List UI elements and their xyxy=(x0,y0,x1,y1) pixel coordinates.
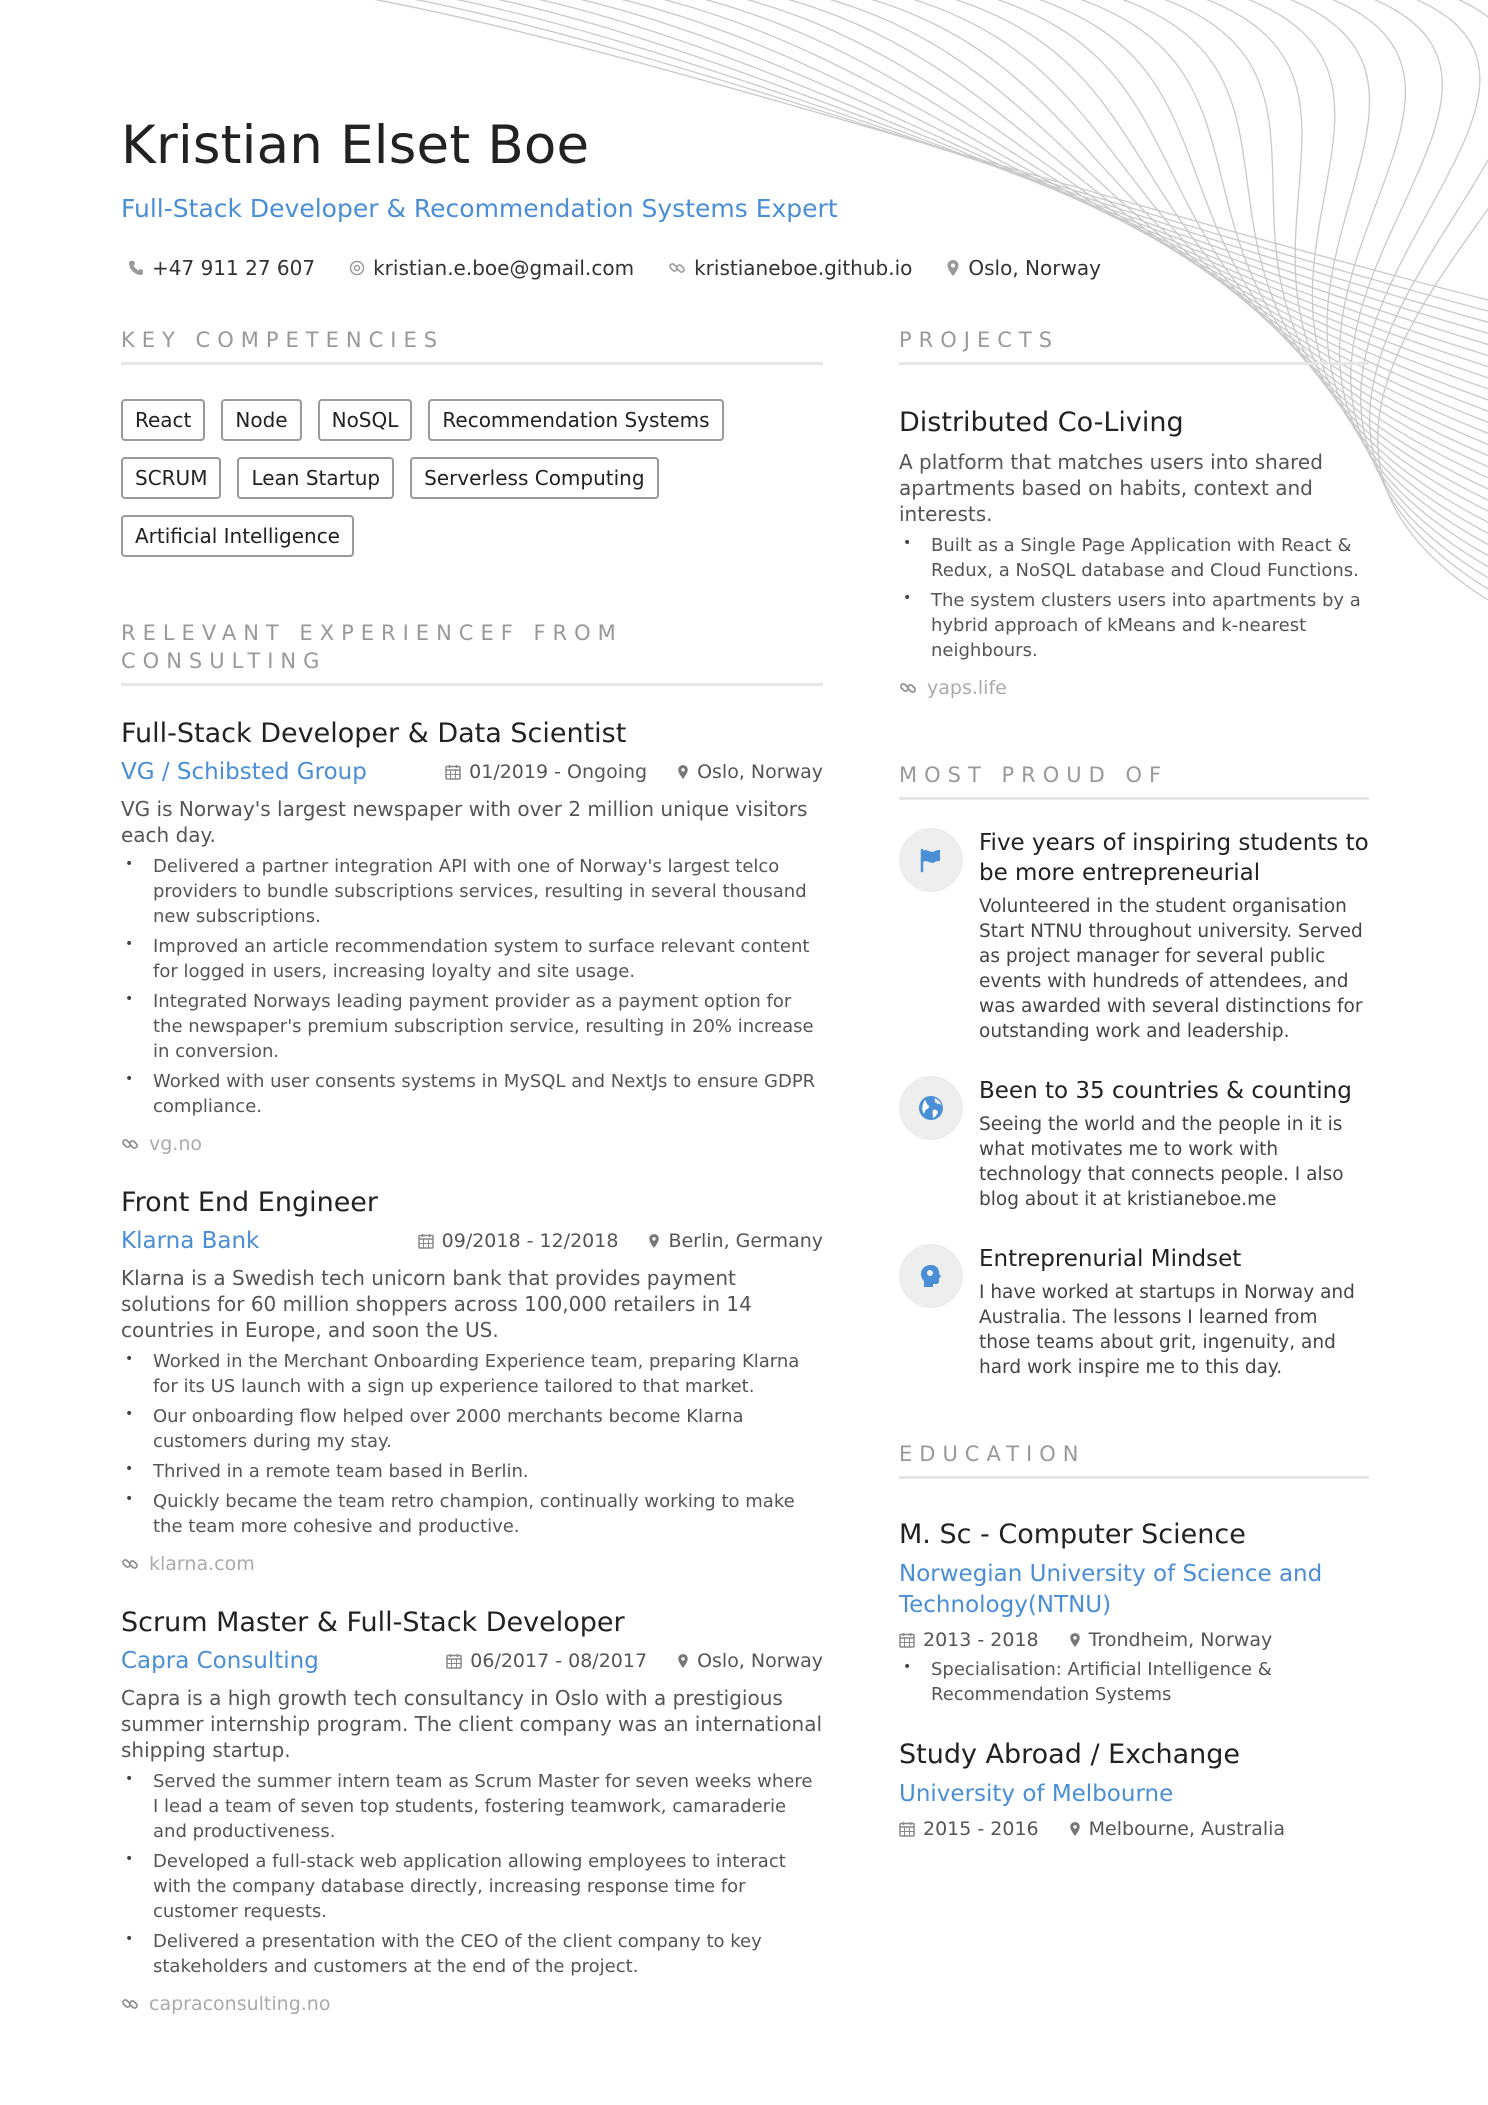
resume-header xyxy=(121,112,1121,226)
calendar-icon xyxy=(446,1653,462,1669)
job-dates: 01/2019 - Ongoing xyxy=(445,761,647,783)
skills-list xyxy=(121,399,841,573)
company-name: Klarna Bank xyxy=(121,1228,260,1254)
experience-entry xyxy=(121,716,823,1155)
project-entry xyxy=(899,405,1369,699)
proud-description: I have worked at startups in Norway and Australia. The lessons I learned from those teams about grit, ingenuity, and hard work inspire me to this day. xyxy=(979,1282,1355,1378)
email-address: kristian.e.boe@gmail.com xyxy=(373,256,635,280)
proud-title: Entreprenurial Mindset xyxy=(979,1246,1242,1272)
education-location: Melbourne, Australia xyxy=(1069,1818,1285,1840)
proud-description: Volunteered in the student organisation Start NTNU throughout university. Served as project manager for several public events with hundreds of attendees, and was awarded with several distinctions for outstanding work and leadership. xyxy=(979,896,1363,1042)
map-pin-icon xyxy=(677,764,689,780)
calendar-icon xyxy=(899,1821,915,1837)
job-meta xyxy=(121,1225,823,1257)
education-bullet: • Specialisation: Artificial Intelligence & Recommendation Systems xyxy=(899,1657,1369,1707)
company-link[interactable]: vg.no xyxy=(121,1133,823,1155)
map-pin-icon xyxy=(946,259,960,277)
calendar-icon xyxy=(899,1632,915,1648)
contact-location xyxy=(946,256,1101,280)
proud-entry xyxy=(899,1076,1369,1212)
proud-description: Seeing the world and the people in it is what motivates me to work with technology that connects people. I also blog about it at kristianeboe.me xyxy=(979,1114,1344,1210)
achievement-item: • Quickly became the team retro champion, continually working to make the team more cohesive and productive. xyxy=(121,1489,823,1539)
project-title: Distributed Co-Living xyxy=(899,407,1184,438)
company-description: Klarna is a Swedish tech unicorn bank that provides payment solutions for 60 million shoppers across 100,000 retailers in 14 countries in Europe, and soon the US. xyxy=(121,1266,752,1342)
degree-title: Study Abroad / Exchange xyxy=(899,1739,1241,1770)
job-meta xyxy=(121,756,823,788)
flag-icon xyxy=(918,847,944,873)
job-location: Oslo, Norway xyxy=(677,1650,823,1672)
achievement-item: • Delivered a partner integration API with one of Norway's largest telco providers to bundle subscriptions services, resulting in several thousand new subscriptions. xyxy=(121,854,823,929)
company-name: Capra Consulting xyxy=(121,1648,319,1674)
project-bullet: • The system clusters users into apartments by a hybrid approach of kMeans and k-nearest neighbours. xyxy=(899,588,1369,663)
job-location: Oslo, Norway xyxy=(677,761,823,783)
calendar-icon xyxy=(445,764,461,780)
school-name: Norwegian University of Science and Technology(NTNU) xyxy=(899,1561,1323,1618)
competencies-heading: KEY COMPETENCIES xyxy=(121,326,823,365)
experience-heading: RELEVANT EXPERIENCEF FROM CONSULTING xyxy=(121,619,823,686)
map-pin-icon xyxy=(648,1233,660,1249)
contact-bar xyxy=(128,256,1135,280)
wave-line xyxy=(1378,0,1488,600)
experience-entry xyxy=(121,1605,823,2015)
project-bullets xyxy=(899,533,1369,663)
education-entry xyxy=(899,1737,1369,1840)
project-description: A platform that matches users into shared apartments based on habits, context and interests. xyxy=(899,450,1323,526)
achievement-list xyxy=(121,854,823,1119)
company-link[interactable]: klarna.com xyxy=(121,1553,823,1575)
contact-email[interactable] xyxy=(349,256,634,280)
phone-number: +47 911 27 607 xyxy=(152,256,316,280)
job-title: Scrum Master & Full-Stack Developer xyxy=(121,1607,625,1638)
achievement-item: • Developed a full-stack web application allowing employees to interact with the company database directly, increasing response time for customer requests. xyxy=(121,1849,823,1924)
link-icon xyxy=(899,679,917,697)
proud-heading: MOST PROUD OF xyxy=(899,761,1369,800)
company-link[interactable]: capraconsulting.no xyxy=(121,1993,823,2015)
education-bullets xyxy=(899,1657,1369,1707)
skill-chip: NoSQL xyxy=(318,399,413,441)
projects-heading: PROJECTS xyxy=(899,326,1369,365)
proud-title: Five years of inspiring students to be more entrepreneurial xyxy=(979,830,1369,886)
job-title: Full-Stack Developer & Data Scientist xyxy=(121,718,627,749)
achievement-item: • Served the summer intern team as Scrum Master for seven weeks where I lead a team of seven top students, fostering teamwork, camaraderie and productiveness. xyxy=(121,1769,823,1844)
job-title: Front End Engineer xyxy=(121,1187,379,1218)
achievement-item: • Our onboarding flow helped over 2000 merchants become Klarna customers during my stay. xyxy=(121,1404,823,1454)
skill-chip: Lean Startup xyxy=(237,457,394,499)
achievement-item: • Integrated Norways leading payment provider as a payment option for the newspaper's premium subscription service, resulting in 20% increase in conversion. xyxy=(121,989,823,1064)
degree-title: M. Sc - Computer Science xyxy=(899,1519,1246,1550)
achievement-list xyxy=(121,1769,823,1979)
job-location: Berlin, Germany xyxy=(648,1230,823,1252)
proud-title: Been to 35 countries & counting xyxy=(979,1078,1352,1104)
education-meta xyxy=(899,1818,1369,1840)
calendar-icon xyxy=(418,1233,434,1249)
job-dates: 06/2017 - 08/2017 xyxy=(446,1650,647,1672)
skill-chip: Serverless Computing xyxy=(410,457,658,499)
job-meta xyxy=(121,1645,823,1677)
head-icon xyxy=(918,1263,944,1289)
job-dates: 09/2018 - 12/2018 xyxy=(418,1230,619,1252)
school-name: University of Melbourne xyxy=(899,1781,1174,1807)
skill-chip: React xyxy=(121,399,205,441)
candidate-headline: Full-Stack Developer & Recommendation Systems Expert xyxy=(121,194,838,223)
company-name: VG / Schibsted Group xyxy=(121,759,367,785)
skill-chip: Artificial Intelligence xyxy=(121,515,354,557)
candidate-name: Kristian Elset Boe xyxy=(121,115,590,176)
experience-entry xyxy=(121,1185,823,1575)
company-description: VG is Norway's largest newspaper with over 2 million unique visitors each day. xyxy=(121,797,808,847)
map-pin-icon xyxy=(1069,1821,1081,1837)
map-pin-icon xyxy=(677,1653,689,1669)
wave-line xyxy=(1351,0,1488,567)
link-icon xyxy=(121,1135,139,1153)
link-icon xyxy=(121,1995,139,2013)
proud-entry xyxy=(899,1244,1369,1380)
globe-icon xyxy=(917,1094,945,1122)
achievement-item: • Thrived in a remote team based in Berlin. xyxy=(121,1459,823,1484)
skill-chip: Node xyxy=(221,399,301,441)
achievement-item: • Worked in the Merchant Onboarding Experience team, preparing Klarna for its US launch with a sign up experience tailored to that market. xyxy=(121,1349,823,1399)
skill-chip: Recommendation Systems xyxy=(428,399,723,441)
education-location: Trondheim, Norway xyxy=(1069,1629,1273,1651)
project-link[interactable]: yaps.life xyxy=(899,677,1369,699)
phone-icon xyxy=(128,260,144,276)
map-pin-icon xyxy=(1069,1632,1081,1648)
achievement-item: • Improved an article recommendation system to surface relevant content for logged in users, increasing loyalty and site usage. xyxy=(121,934,823,984)
wave-line xyxy=(1361,0,1488,578)
right-column xyxy=(899,326,1369,1840)
website-url: kristianeboe.github.io xyxy=(694,256,913,280)
link-icon xyxy=(121,1555,139,1573)
left-column xyxy=(121,326,823,2015)
contact-phone[interactable] xyxy=(128,256,315,280)
contact-website[interactable] xyxy=(668,256,912,280)
education-heading: EDUCATION xyxy=(899,1440,1369,1479)
achievement-item: • Worked with user consents systems in MySQL and NextJs to ensure GDPR compliance. xyxy=(121,1069,823,1119)
location-text: Oslo, Norway xyxy=(968,256,1101,280)
education-entry xyxy=(899,1517,1369,1707)
achievement-item: • Delivered a presentation with the CEO of the client company to key stakeholders and customers at the end of the project. xyxy=(121,1929,823,1979)
education-meta xyxy=(899,1629,1369,1651)
company-description: Capra is a high growth tech consultancy in Oslo with a prestigious summer internship program. The client company was an international shipping startup. xyxy=(121,1686,823,1762)
proud-entry xyxy=(899,828,1369,1044)
project-bullet: • Built as a Single Page Application with React & Redux, a NoSQL database and Cloud Functions. xyxy=(899,533,1369,583)
at-icon xyxy=(349,260,365,276)
education-dates: 2013 - 2018 xyxy=(899,1629,1039,1651)
skill-chip: SCRUM xyxy=(121,457,221,499)
link-icon xyxy=(668,259,686,277)
education-dates: 2015 - 2016 xyxy=(899,1818,1039,1840)
achievement-list xyxy=(121,1349,823,1539)
wave-line xyxy=(1370,0,1488,589)
